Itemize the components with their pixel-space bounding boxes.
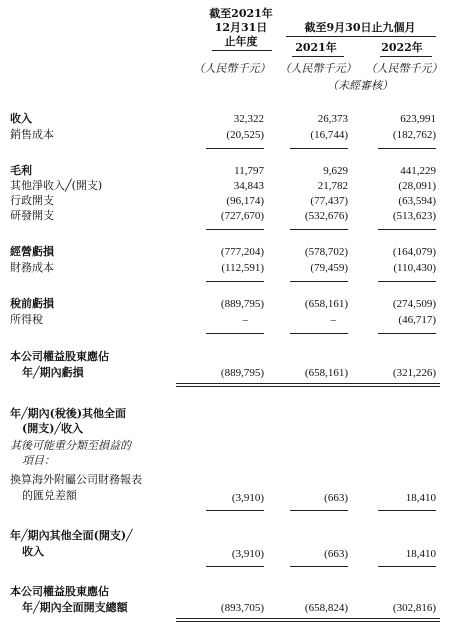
revenue-9m2021: 26,373 xyxy=(317,113,348,125)
col3-header-year: 2022年 xyxy=(381,41,423,54)
subtotal-line-c1 xyxy=(206,229,264,230)
gross-profit-2021fy: 11,797 xyxy=(234,165,264,177)
loss-attr-label-line2: 年╱期內虧損 xyxy=(22,366,84,379)
subtotal-line-c3 xyxy=(378,510,436,511)
revenue-2021fy: 32,322 xyxy=(233,113,264,125)
rd-expenses-9m2022: (513,623) xyxy=(392,210,436,222)
operating-loss-2021fy: (777,204) xyxy=(220,246,264,258)
total-attr-label-line1: 本公司權益股東應佔 xyxy=(10,585,109,598)
double-line-c3-top xyxy=(350,383,440,384)
subtotal-line-c3 xyxy=(378,281,436,282)
subtotal-line-c2 xyxy=(290,333,348,334)
subtotal-line-c1 xyxy=(206,510,264,511)
double-line-c1-top xyxy=(176,618,266,619)
row-label-operating-loss: 經營虧損 xyxy=(10,245,54,258)
cost-of-sales-9m2022: (182,762) xyxy=(392,129,436,141)
income-tax-9m2021: – xyxy=(330,314,336,326)
subtotal-line-c2 xyxy=(290,566,348,567)
loss-attr-9m2021: (658,161) xyxy=(304,367,348,379)
rd-expenses-2021fy: (727,670) xyxy=(220,210,264,222)
group-header: 截至9月30日止九個月 xyxy=(304,21,416,34)
subtotal-line-c1 xyxy=(206,333,264,334)
loss-attr-9m2022: (321,226) xyxy=(392,367,436,379)
group-header-underline xyxy=(286,36,436,37)
oci-label-line3: 其後可能重分類至損益的 xyxy=(10,439,131,452)
col1-header-line1: 截至2021年 xyxy=(209,7,273,20)
col1-header-line3: 止年度 xyxy=(224,35,258,48)
operating-loss-9m2021: (578,702) xyxy=(304,246,348,258)
subtotal-line-c1 xyxy=(206,566,264,567)
oci-exchange-9m2021: (663) xyxy=(324,492,348,504)
other-net-income-2021fy: 34,843 xyxy=(233,180,264,192)
col2-unit: （人民幣千元） xyxy=(279,62,357,75)
oci-total-9m2022: 18,410 xyxy=(405,548,436,560)
loss-before-tax-9m2021: (658,161) xyxy=(304,298,348,310)
total-attr-9m2022: (302,816) xyxy=(392,602,436,614)
subtotal-line-c3 xyxy=(378,333,436,334)
col3-header-underline xyxy=(380,56,432,57)
row-label-admin-expenses: 行政開支 xyxy=(10,194,54,207)
subtotal-line-c1 xyxy=(206,148,264,149)
double-line-c3-bottom xyxy=(350,621,440,622)
subtotal-line-c3 xyxy=(378,148,436,149)
other-net-income-9m2022: (28,091) xyxy=(398,180,436,192)
gross-profit-9m2022: 441,229 xyxy=(400,165,436,177)
double-line-c1-bottom xyxy=(176,386,266,387)
double-line-c2-top xyxy=(262,383,352,384)
loss-attr-2021fy: (889,795) xyxy=(220,367,264,379)
subtotal-line-c2 xyxy=(290,510,348,511)
oci-label-line6: 的匯兑差額 xyxy=(22,489,77,502)
finance-costs-9m2022: (110,430) xyxy=(393,262,436,274)
subtotal-line-c1 xyxy=(206,281,264,282)
row-label-gross-profit: 毛利 xyxy=(10,164,32,177)
loss-attr-label-line1: 本公司權益股東應佔 xyxy=(10,350,109,363)
row-label-revenue: 收入 xyxy=(10,112,32,125)
subtotal-line-c2 xyxy=(290,148,348,149)
rd-expenses-9m2021: (532,676) xyxy=(304,210,348,222)
total-attr-2021fy: (893,705) xyxy=(220,602,264,614)
unaudited-note: （未經審核） xyxy=(327,79,393,92)
cost-of-sales-2021fy: (20,525) xyxy=(226,129,264,141)
loss-before-tax-9m2022: (274,509) xyxy=(392,298,436,310)
col1-header-line2: 12月31日 xyxy=(214,21,268,34)
admin-expenses-9m2022: (63,594) xyxy=(398,195,436,207)
oci-total-9m2021: (663) xyxy=(324,548,348,560)
oci-label-line4: 項目： xyxy=(22,454,55,467)
double-line-c1-bottom xyxy=(176,621,266,622)
subtotal-line-c3 xyxy=(378,566,436,567)
oci-total-label-line1: 年╱期內其他全面(開支)╱ xyxy=(10,529,133,542)
row-label-income-tax: 所得稅 xyxy=(10,313,43,326)
col3-unit: （人民幣千元） xyxy=(365,62,443,75)
subtotal-line-c3 xyxy=(378,229,436,230)
double-line-c3-top xyxy=(350,618,440,619)
double-line-c2-bottom xyxy=(262,621,352,622)
oci-exchange-2021fy: (3,910) xyxy=(231,492,264,504)
oci-label-line5: 換算海外附屬公司財務報表 xyxy=(10,473,142,486)
total-attr-label-line2: 年╱期內全面開支總額 xyxy=(22,601,128,614)
oci-label-line2: (開支)╱收入 xyxy=(22,422,84,435)
cost-of-sales-9m2021: (16,744) xyxy=(310,129,348,141)
admin-expenses-2021fy: (96,174) xyxy=(226,195,264,207)
oci-total-label-line2: 收入 xyxy=(22,545,44,558)
col1-header-underline xyxy=(212,50,272,51)
double-line-c1-top xyxy=(176,383,266,384)
double-line-c2-bottom xyxy=(262,386,352,387)
loss-before-tax-2021fy: (889,795) xyxy=(220,298,264,310)
operating-loss-9m2022: (164,079) xyxy=(392,246,436,258)
col2-header-year: 2021年 xyxy=(295,41,337,54)
total-attr-9m2021: (658,824) xyxy=(304,602,348,614)
finance-costs-9m2021: (79,459) xyxy=(310,262,348,274)
row-label-cost-of-sales: 銷售成本 xyxy=(10,128,54,141)
col1-unit: （人民幣千元） xyxy=(193,62,271,75)
oci-label-line1: 年╱期內(稅後)其他全面 xyxy=(10,407,127,420)
row-label-other-net-income: 其他淨收入╱(開支) xyxy=(10,179,103,192)
row-label-finance-costs: 財務成本 xyxy=(10,261,54,274)
other-net-income-9m2021: 21,782 xyxy=(317,180,348,192)
finance-costs-2021fy: (112,591) xyxy=(221,262,264,274)
admin-expenses-9m2021: (77,437) xyxy=(310,195,348,207)
income-tax-9m2022: (46,717) xyxy=(398,314,436,326)
double-line-c3-bottom xyxy=(350,386,440,387)
oci-total-2021fy: (3,910) xyxy=(231,548,264,560)
subtotal-line-c2 xyxy=(290,281,348,282)
subtotal-line-c2 xyxy=(290,229,348,230)
income-tax-2021fy: – xyxy=(242,314,248,326)
oci-exchange-9m2022: 18,410 xyxy=(405,492,436,504)
gross-profit-9m2021: 9,629 xyxy=(323,165,348,177)
col2-header-underline xyxy=(292,56,344,57)
double-line-c2-top xyxy=(262,618,352,619)
row-label-rd-expenses: 研發開支 xyxy=(10,209,54,222)
revenue-9m2022: 623,991 xyxy=(400,113,436,125)
row-label-loss-before-tax: 稅前虧損 xyxy=(10,297,54,310)
